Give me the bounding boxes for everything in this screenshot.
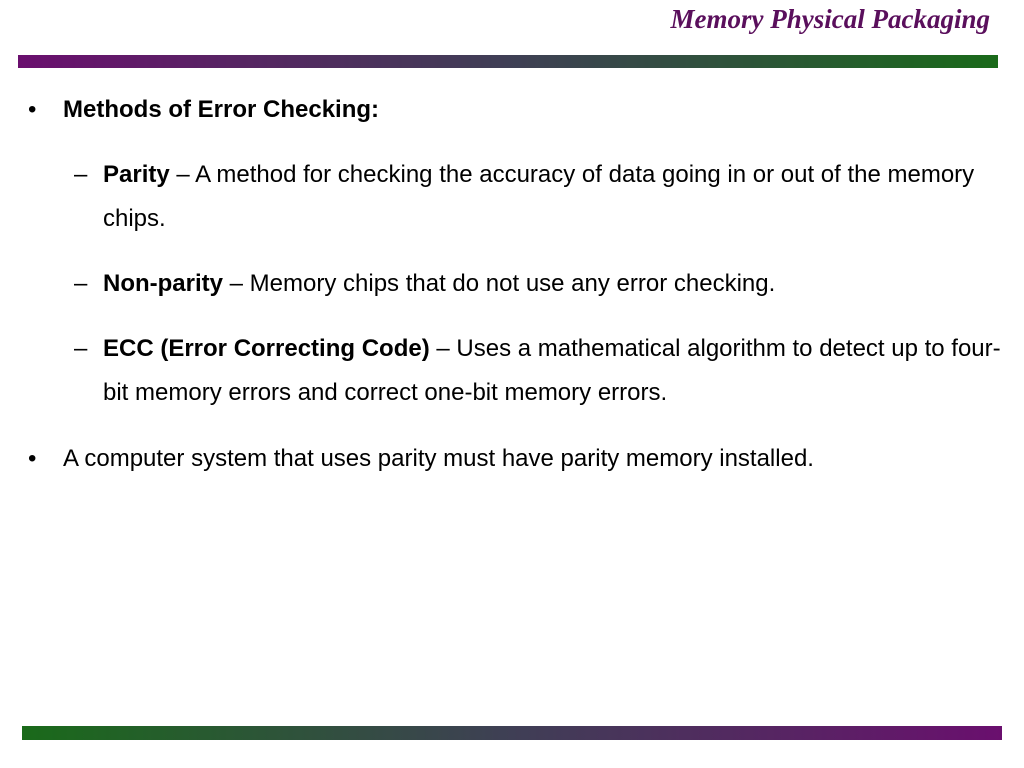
slide-title: Memory Physical Packaging <box>670 4 990 34</box>
bullet-text <box>63 88 379 132</box>
bullet-bold-text: Methods of Error Checking: <box>63 96 380 123</box>
dash-marker: – <box>74 335 88 362</box>
sub-item-text <box>103 262 1003 306</box>
sub-item-definition: – Memory chips that do not use any error checking. <box>223 270 776 297</box>
bottom-divider-bar <box>22 726 1002 740</box>
dash-marker: – <box>74 270 88 297</box>
top-divider-bar <box>18 55 998 68</box>
sub-item-term: Parity <box>103 161 170 188</box>
sub-item-definition: – A method for checking the accuracy of data going in or out of the memory chips. <box>103 161 975 232</box>
sub-item-text <box>103 153 1003 241</box>
sub-item-term: ECC (Error Correcting Code) <box>103 335 430 362</box>
sub-item-term: Non-parity <box>103 270 223 297</box>
bullet-marker: • <box>28 96 37 123</box>
sub-item-text <box>103 327 1003 415</box>
bullet-marker: • <box>28 445 37 472</box>
sub-item-definition: – Uses a mathematical algorithm to detect up to four-bit memory errors and correct one-bit memory errors. <box>103 335 1001 406</box>
dash-marker: – <box>74 161 88 188</box>
bullet-text: A computer system that uses parity must have parity memory installed. <box>63 445 814 472</box>
